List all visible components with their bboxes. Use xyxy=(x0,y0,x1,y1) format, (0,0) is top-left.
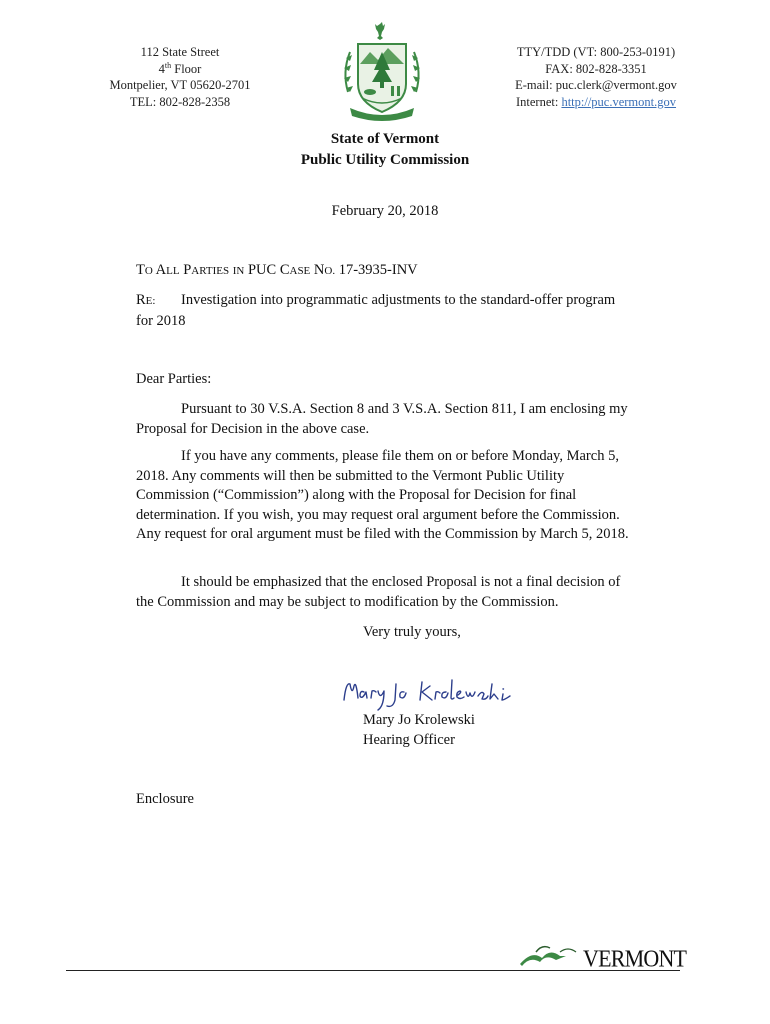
tty-line: TTY/TDD (VT: 800-253-0191) xyxy=(516,45,676,59)
paragraph-3: It should be emphasized that the enclosed Proposal is not a final decision of the Commission and may be subject to modification by the Commission. xyxy=(136,574,621,610)
fax-line: FAX: 802-828-3351 xyxy=(545,61,647,76)
letter-date: February 20, 2018 xyxy=(331,203,439,219)
street-address: 112 State Street xyxy=(140,45,220,59)
city-line: Montpelier, VT 05620-2701 xyxy=(109,78,251,92)
telephone-line: TEL: 802-828-2358 xyxy=(129,94,231,109)
letterhead-address-right xyxy=(478,44,714,110)
re-subject: Investigation into programmatic adjustments to the standard-offer program xyxy=(181,292,616,308)
handwritten-signature xyxy=(338,672,528,712)
vermont-seal-icon xyxy=(336,22,428,124)
addressee-line: TO ALL PARTIES IN PUC CASE NO. 17-3935-INV xyxy=(136,262,418,278)
paragraph-2: If you have any comments, please file them on or before Monday, March 5, 2018. Any comments will then be submitted to the Vermont Public Utility Commission (“Commission”) along with the Proposal for Decision for final determination. If you wish, you may request oral argument before the Commission. Any request for oral argument must be filed with the Commission by March 5, 2018. xyxy=(136,448,629,542)
signer-title: Hearing Officer xyxy=(363,732,455,748)
website-link[interactable]: http://puc.vermont.gov xyxy=(561,94,677,109)
re-line: RE: Investigation into programmatic adjustments to the standard-offer program for 2018 xyxy=(136,291,656,331)
re-subject-cont: for 2018 xyxy=(136,312,186,329)
paragraph-1: Pursuant to 30 V.S.A. Section 8 and 3 V.S.A. Section 811, I am enclosing my Proposal for Decision in the above case. xyxy=(136,401,628,437)
closing: Very truly yours, xyxy=(363,624,461,640)
internet-line: Internet: http://puc.vermont.gov xyxy=(515,94,677,109)
salutation: Dear Parties: xyxy=(136,371,212,387)
floor-line: 4th Floor xyxy=(158,60,202,76)
footer-logo-wordmark: VERMONT xyxy=(583,944,687,972)
email-line: E-mail: puc.clerk@vermont.gov xyxy=(515,78,677,92)
signer-name: Mary Jo Krolewski xyxy=(363,712,475,728)
letterhead-address-left xyxy=(98,44,262,110)
org-name-commission: Public Utility Commission xyxy=(300,152,470,168)
org-name-state: State of Vermont xyxy=(330,131,440,147)
enclosure-note: Enclosure xyxy=(136,791,194,807)
